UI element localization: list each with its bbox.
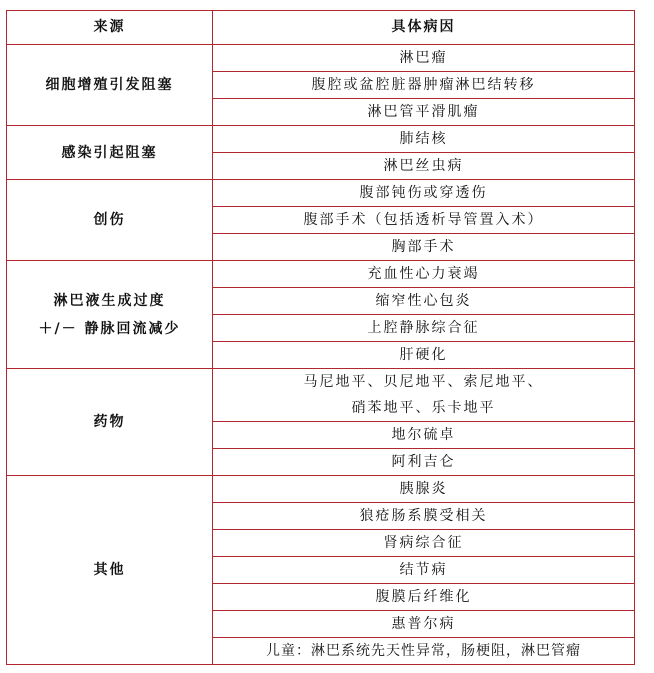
cause-cell: 儿童：淋巴系统先天性异常，肠梗阻，淋巴管瘤	[213, 638, 635, 665]
cause-cell: 充血性心力衰竭	[213, 261, 635, 288]
table-row	[7, 476, 635, 503]
source-cell: 感染引起阻塞	[7, 126, 213, 180]
causes-table	[6, 10, 635, 665]
cause-cell: 胰腺炎	[213, 476, 635, 503]
cause-cell: 腹部手术（包括透析导管置入术）	[213, 207, 635, 234]
cause-cell: 胸部手术	[213, 234, 635, 261]
cause-cell: 腹膜后纤维化	[213, 584, 635, 611]
cause-cell: 惠普尔病	[213, 611, 635, 638]
cause-cell: 肝硬化	[213, 342, 635, 369]
cause-line: 硝苯地平、乐卡地平	[351, 400, 496, 416]
cause-cell: 淋巴管平滑肌瘤	[213, 99, 635, 126]
cause-cell: 淋巴丝虫病	[213, 153, 635, 180]
header-source: 来源	[7, 11, 213, 45]
cause-cell: 缩窄性心包炎	[213, 288, 635, 315]
table-row	[7, 261, 635, 288]
table-row	[7, 369, 635, 422]
cause-cell: 阿利吉仑	[213, 449, 635, 476]
table-row	[7, 180, 635, 207]
cause-cell: 上腔静脉综合征	[213, 315, 635, 342]
header-row	[7, 11, 635, 45]
source-cell	[7, 261, 213, 369]
cause-cell: 腹腔或盆腔脏器肿瘤淋巴结转移	[213, 72, 635, 99]
cause-cell: 结节病	[213, 557, 635, 584]
source-cell: 细胞增殖引发阻塞	[7, 45, 213, 126]
cause-line: 马尼地平、贝尼地平、索尼地平、	[303, 374, 544, 390]
cause-cell: 肺结核	[213, 126, 635, 153]
header-cause: 具体病因	[213, 11, 635, 45]
cause-cell: 淋巴瘤	[213, 45, 635, 72]
cause-cell: 地尔硫卓	[213, 422, 635, 449]
table-row	[7, 45, 635, 72]
table-row	[7, 126, 635, 153]
source-cell: 创伤	[7, 180, 213, 261]
source-line: 淋巴液生成过度	[53, 292, 166, 309]
cause-cell: 肾病综合征	[213, 530, 635, 557]
source-cell: 药物	[7, 369, 213, 476]
cause-cell	[213, 369, 635, 422]
source-cell: 其他	[7, 476, 213, 665]
cause-cell: 狼疮肠系膜受相关	[213, 503, 635, 530]
source-line: ＋/－ 静脉回流减少	[38, 320, 181, 337]
cause-cell: 腹部钝伤或穿透伤	[213, 180, 635, 207]
